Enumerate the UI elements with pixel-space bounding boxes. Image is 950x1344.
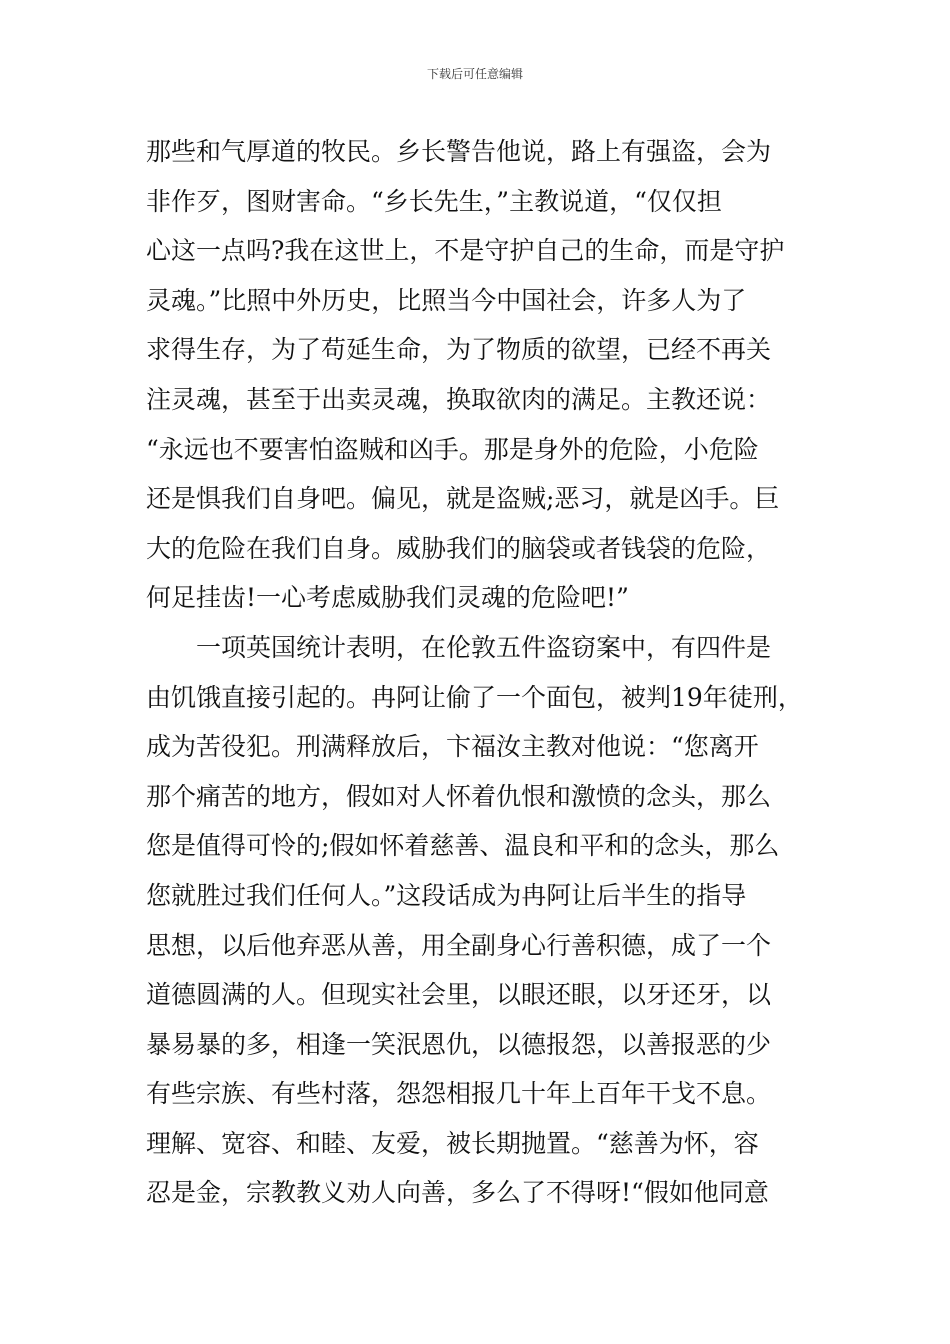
text-line: 忍是金，宗教教义劝人向善，多么了不得呀!“假如他同意 — [146, 1178, 769, 1208]
text-line: 道德圆满的人。但现实社会里，以眼还眼，以牙还牙，以 — [146, 980, 772, 1010]
text-line: 心这一点吗?我在这世上，不是守护自己的生命，而是守护 — [146, 236, 785, 266]
page-header: 下载后可任意编辑 — [426, 67, 523, 81]
text-line: 有些宗族、有些村落，怨怨相报几十年上百年干戈不息。 — [146, 1079, 772, 1109]
text-line: 大的危险在我们自身。威胁我们的脑袋或者钱袋的危险， — [146, 533, 772, 563]
text-line: 思想，以后他弃恶从善，用全副身心行善积德，成了一个 — [146, 930, 772, 960]
text-line: 灵魂。”比照中外历史，比照当今中国社会，许多人为了 — [146, 285, 747, 315]
text-line: 您就胜过我们任何人。”这段话成为冉阿让后半生的指导 — [146, 880, 747, 910]
text-line: 那个痛苦的地方，假如对人怀着仇恨和激愤的念头，那么 — [146, 781, 772, 811]
text-line: 还是惧我们自身吧。偏见，就是盗贼;恶习，就是凶手。巨 — [146, 484, 780, 514]
text-line: 由饥饿直接引起的。冉阿让偷了一个面包，被判19年徒刑， — [146, 682, 803, 712]
body-text — [146, 127, 816, 1218]
text-line: 求得生存，为了苟延生命，为了物质的欲望，已经不再关 — [146, 335, 772, 365]
text-line: 您是值得可怜的;假如怀着慈善、温良和平和的念头，那么 — [146, 831, 780, 861]
text-line: 注灵魂，甚至于出卖灵魂，换取欲肉的满足。主教还说： — [146, 384, 772, 414]
text-line: 那些和气厚道的牧民。乡长警告他说，路上有强盗，会为 — [146, 137, 772, 166]
text-line: 何足挂齿!一心考虑威胁我们灵魂的危险吧!” — [146, 583, 629, 613]
text-line: 非作歹，图财害命。“乡长先生，”主教说道，“仅仅担 — [146, 186, 722, 216]
text-line: 暴易暴的多，相逢一笑泯恩仇，以德报怨，以善报恶的少 — [146, 1029, 772, 1059]
text-line: 理解、宽容、和睦、友爱，被长期抛置。“慈善为怀，容 — [146, 1128, 759, 1158]
text-line: “永远也不要害怕盗贼和凶手。那是身外的危险，小危险 — [146, 434, 759, 464]
paragraph-first-line: 一项英国统计表明，在伦敦五件盗窃案中，有四件是 — [196, 632, 772, 662]
text-line: 成为苦役犯。刑满释放后，卞福汝主教对他说：“您离开 — [146, 732, 759, 762]
